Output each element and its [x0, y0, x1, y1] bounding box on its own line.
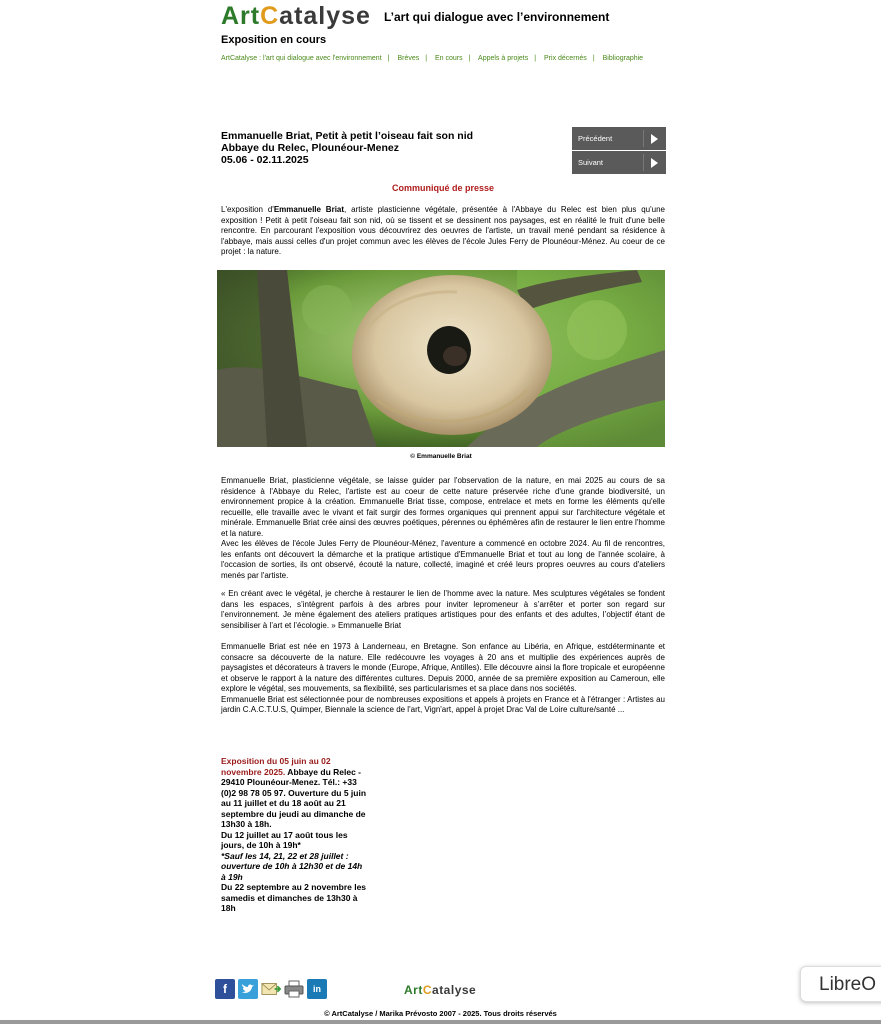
facebook-icon[interactable]: f [215, 979, 235, 999]
top-nav: ArtCatalyse : l'art qui dialogue avec l'environnement | Brèves | En cours | Appels à projets | Prix décernés | Bibliographie [221, 55, 644, 62]
site-tagline: L’art qui dialogue avec l’environnement [384, 10, 610, 24]
print-icon[interactable] [284, 979, 304, 999]
artist-bio: Emmanuelle Briat est née en 1973 à Landerneau, en Bretagne. Son enfance au Libéria, en Afrique, estdéterminante et consacre sa découverte de la nature. Elle redécouvre les voyages à 20 ans et multiplie des expériences auprès de paysagistes et décorateurs à travers le monde (Europe, Afrique, Antilles). Elle découvre ainsi la flore tropicale et européenne et observe le rapport à la nature des différentes cultures. Depuis 2000, année de sa première exposition au Cameroun, elle explore le végétal, ses mouvements, sa flexibilité, ses particularismes et sa place dans nos sociétés. Emmanuelle Briat est sélectionnée pour de nombreuses expositions et appels à projets en France et à l'étranger : Artistes au jardin C.A.C.T.U.S, Quimper, Biennale la science de l'art, Vign'art, appel à projet Drac Val de Loire culture/santé ... [221, 642, 665, 714]
play-right-icon [651, 134, 658, 144]
play-right-icon [651, 158, 658, 168]
artist-quote: « En créant avec le végétal, je cherche à restaurer le lien de l’homme avec la nature. Mes sculptures végétales se fondent dans les espaces, s’intègrent parfois à des arbres pour inviter lepromeneur à s’arrêter et porter son regard sur l’environnement. Je mène également des ateliers pratiques artistiques pour des enfants et des adultes, l’objectif étant de sensibiliser à l’art et l’écologie. » Emmanuelle Briat [221, 589, 665, 630]
article-title-block [221, 130, 473, 166]
linkedin-icon[interactable]: in [307, 979, 327, 999]
exhibition-info: Exposition du 05 juin au 02 novembre 2025. Abbaye du Relec - 29410 Plounéour-Menez. Tél.: +33 (0)2 98 78 05 97. Ouverture du 5 juin au 11 juillet et du 18 août au 21 septembre du jeudi au dimanche de 13h30 à 18h. Du 12 juillet au 17 août tous les jours, de 10h à 19h* *Sauf les 14, 21, 22 et 28 juillet : ouverture de 10h à 12h30 et de 14h à 19h Du 22 septembre au 2 novembre les samedis et dimanches de 13h30 à 18h [221, 756, 367, 913]
mail-icon[interactable] [261, 979, 281, 999]
article-venue: Abbaye du Relec, Plounéour-Menez [221, 142, 399, 154]
body-paragraph: Emmanuelle Briat, plasticienne végétale, se laisse guider par l'observation de la nature, en mai 2025 au cours de sa résidence à l'Abbaye du Relec, l'artiste est au coeur de cette nature préservée riche d'une grande biodiversité, un environnement propice à la création. Emmanuelle Briat tisse, compose, entrelace et mets en forme les éléments qu'elle recueille, elle travaille avec le vivant et fait surgir des formes organiques qui prennent appui sur l'architecture végétale et minérale. Emmanuelle Briat crée ainsi des œuvres poétiques, pérennes ou éphémères afin de restaurer le lien entre l'homme et la nature. Avec les élèves de l'école Jules Ferry de Plounéour-Ménez, l'aventure a commencé en octobre 2024. Au fil de rencontres, les enfants ont découvert la démarche et la pratique artistique d'Emmanuelle Briat et tout au long de l'année scolaire, à l'occasion de sorties, ils ont observé, écouté la nature, collecté, imaginé et créé leurs propres oeuvres au cours d'ateliers menés par l'artiste. [221, 476, 665, 580]
nest-sculpture-image [217, 270, 665, 447]
nav-item-bibliographie[interactable]: Bibliographie [602, 55, 644, 62]
press-release-heading: Communiqué de presse [391, 183, 495, 193]
artwork-photo [217, 270, 665, 447]
nav-item-prix[interactable]: Prix décernés [544, 55, 587, 62]
nav-item-home[interactable]: ArtCatalyse : l'art qui dialogue avec l'environnement [221, 55, 382, 62]
nav-item-breves[interactable]: Brèves [397, 55, 420, 62]
article-dates: 05.06 - 02.11.2025 [221, 154, 309, 166]
next-button[interactable]: Suivant [572, 151, 666, 174]
section-title: Exposition en cours [221, 34, 327, 46]
social-icons [215, 979, 327, 999]
photo-caption: © Emmanuelle Briat [410, 453, 472, 460]
article-title: Emmanuelle Briat, Petit à petit l’oiseau fait son nid [221, 130, 474, 142]
nav-item-en-cours[interactable]: En cours [435, 55, 463, 62]
footer-divider [0, 1020, 881, 1024]
footer-logo[interactable]: ArtCatalyse [404, 983, 477, 997]
twitter-icon[interactable] [238, 979, 258, 999]
nav-item-appels[interactable]: Appels à projets [478, 55, 529, 62]
libreoffice-popup[interactable]: LibreO [800, 966, 881, 1002]
prev-next-nav [572, 127, 666, 175]
copyright-text: © ArtCatalyse / Marika Prévosto 2007 - 2025. Tous droits réservés [324, 1009, 557, 1018]
previous-button[interactable]: Précédent [572, 127, 666, 150]
intro-paragraph: L'exposition d'Emmanuelle Briat, artiste plasticienne végétale, présentée à l'Abbaye du Relec est bien plus qu'une exposition ! Petit à petit l'oiseau fait son nid, où se tissent et se dessinent nos paysages, est en réalité le fruit d'une belle rencontre. En parcourant l'exposition vous découvrirez des oeuvres de l'artiste, un travail mené pendant sa résidence à l'abbaye, mais aussi celles d'un projet commun avec les élèves de l'école Jules Ferry de Plounéour-Ménez. Au coeur de ce projet : la nature. [221, 205, 665, 256]
site-logo[interactable]: ArtCatalyse [221, 2, 371, 30]
